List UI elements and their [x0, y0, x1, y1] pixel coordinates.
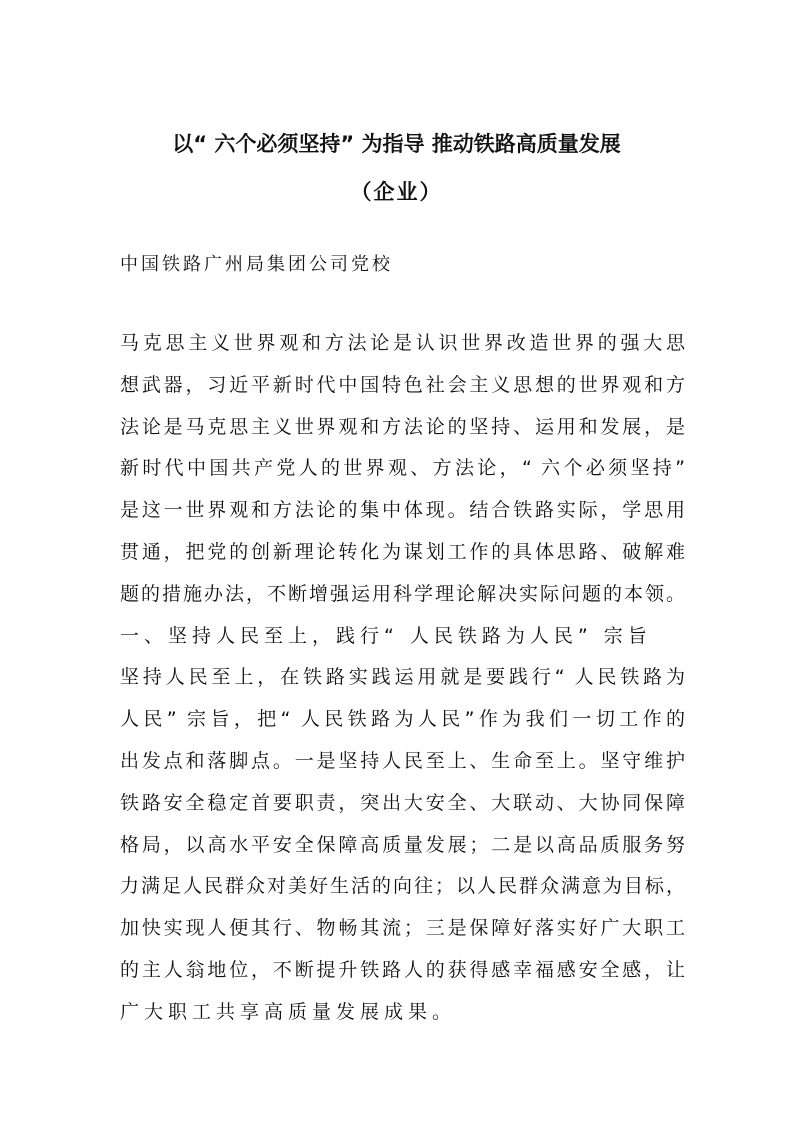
body-line: 题的措施办法，不断增强运用科学理论解决实际问题的本领。: [120, 582, 685, 605]
body-line: 铁路安全稳定首要职责，突出大安全、大联动、大协同保障: [120, 791, 685, 814]
body-line: 格局，以高水平安全保障高质量发展；二是以高品质服务努: [120, 833, 685, 856]
body-line: 力满足人民群众对美好生活的向往；以人民群众满意为目标，: [120, 875, 685, 898]
section-heading: 一、坚持人民至上，践行“ 人民铁路为人民” 宗旨: [120, 624, 652, 647]
document-subtitle: （企业）: [350, 180, 443, 204]
body-line: 新时代中国共产党人的世界观、方法论，“ 六个必须坚持”: [120, 457, 685, 480]
document-author: 中国铁路广州局集团公司党校: [120, 254, 393, 275]
document-body: [120, 328, 685, 1039]
body-line: 法论是马克思主义世界观和方法论的坚持、运用和发展，是: [120, 415, 685, 438]
body-line: 是这一世界观和方法论的集中体现。结合铁路实际，学思用: [120, 499, 685, 522]
body-line: 加快实现人便其行、物畅其流；三是保障好落实好广大职工: [120, 917, 685, 940]
body-line: 人民” 宗旨，把“ 人民铁路为人民”作为我们一切工作的: [120, 708, 685, 731]
body-line: 坚持人民至上，在铁路实践运用就是要践行“ 人民铁路为: [120, 666, 685, 689]
document-title: 以“ 六个必须坚持” 为指导 推动铁路高质量发展: [172, 132, 621, 156]
body-line: 出发点和落脚点。一是坚持人民至上、生命至上。坚守维护: [120, 749, 685, 772]
body-line: 马克思主义世界观和方法论是认识世界改造世界的强大思: [120, 332, 685, 354]
body-line: 贯通，把党的创新理论转化为谋划工作的具体思路、破解难: [120, 540, 685, 563]
body-line: 广大职工共享高质量发展成果。: [120, 1000, 457, 1023]
body-line: 想武器，习近平新时代中国特色社会主义思想的世界观和方: [120, 373, 685, 396]
body-line: 的主人翁地位，不断提升铁路人的获得感幸福感安全感，让: [120, 958, 685, 981]
